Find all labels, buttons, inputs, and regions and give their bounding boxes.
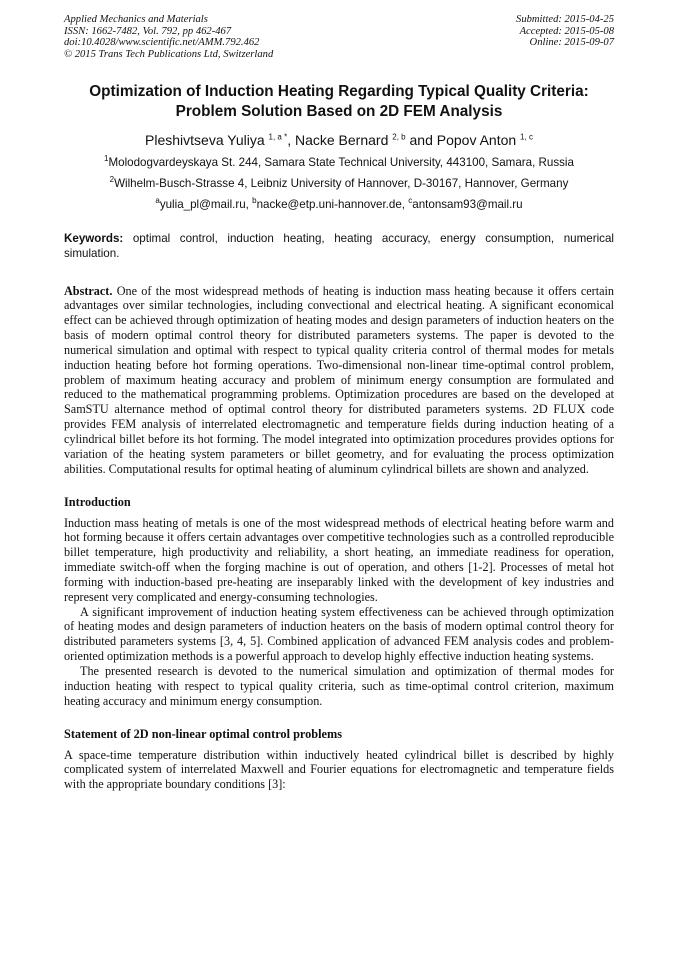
- introduction-paragraph-1: Induction mass heating of metals is one of the most widespread methods of electrical heating before warm and hot forming because it offers certain advantages over competitive technologies such as a controlled reproducible billet temperature, high productivity and reliability, a short heating, an immediate readiness for operation, immediate switch-off when the forging machine is out of operation, and others [1-2]. Processes of metal hot forming with induction-based pre-heating are inseparably linked with the development of key industries and represent very complicated and energy-consuming technologies.: [64, 515, 614, 604]
- author-separator: ,: [287, 132, 295, 149]
- abstract: [64, 284, 614, 477]
- author-affiliation-mark: 2, b: [392, 132, 406, 142]
- email-link[interactable]: nacke@etp.uni-hannover.de,: [256, 198, 409, 212]
- journal-doi: doi:10.4028/www.scientific.net/AMM.792.462: [64, 37, 260, 49]
- paper-title-line2: Problem Solution Based on 2D FEM Analysis: [175, 103, 503, 121]
- journal-issn: ISSN: 1662-7482, Vol. 792, pp 462-467: [64, 25, 232, 37]
- publication-dates: [516, 14, 614, 60]
- affiliation-mark: 1: [104, 154, 109, 164]
- author-separator: and: [405, 132, 437, 149]
- journal-copyright: © 2015 Trans Tech Publications Ltd, Switzerland: [64, 48, 274, 60]
- affiliation-mark: 2: [109, 175, 115, 185]
- date-accepted: Accepted: 2015-05-08: [519, 25, 614, 37]
- introduction-paragraph-3: The presented research is devoted to the numerical simulation and optimization of thermal modes for induction heating with respect to typical quality criteria, such as time-optimal control criterion, maximum heating accuracy and minimum energy consumption.: [64, 663, 614, 708]
- email-mark: c: [408, 196, 413, 206]
- author-list: [64, 131, 614, 149]
- author-emails: [64, 197, 614, 212]
- abstract-label: Abstract.: [64, 283, 113, 298]
- affiliation-2: [64, 176, 614, 191]
- keywords: [64, 232, 614, 261]
- email-link[interactable]: yulia_pl@mail.ru,: [159, 198, 253, 212]
- journal-info: [64, 14, 273, 60]
- paper-title-line1: Optimization of Induction Heating Regarding Typical Quality Criteria:: [89, 83, 589, 101]
- author-name: Popov Anton: [436, 132, 517, 149]
- section-heading-introduction: Introduction: [64, 494, 131, 509]
- statement-paragraph-1: A space-time temperature distribution within inductively heated cylindrical billet is described by highly complicated system of interrelated Maxwell and Fourier equations for electromagnetic and temperature fields with the appropriate boundary conditions [3]:: [64, 747, 614, 792]
- date-online: Online: 2015-09-07: [529, 37, 614, 49]
- section-heading-statement: Statement of 2D non-linear optimal control problems: [64, 726, 343, 741]
- introduction-paragraph-2: A significant improvement of induction heating system effectiveness can be achieved through optimization of heating modes and design parameters of induction heaters on the basis of modern optimal control theory for distributed parameters systems [3, 4, 5]. Combined application of advanced FEM analysis codes and problem-oriented optimization methods is a powerful approach to develop highly effective induction heating systems.: [64, 604, 614, 664]
- author-affiliation-mark: 1, c: [520, 132, 533, 142]
- email-mark: a: [155, 196, 160, 206]
- email-link[interactable]: antonsam93@mail.ru: [412, 198, 523, 212]
- author-name: Nacke Bernard: [294, 132, 389, 149]
- journal-name: Applied Mechanics and Materials: [64, 14, 208, 25]
- date-submitted: Submitted: 2015-04-25: [516, 14, 614, 25]
- email-mark: b: [252, 196, 257, 206]
- author-name: Pleshivtseva Yuliya: [145, 132, 265, 149]
- author-affiliation-mark: 1, a *: [268, 132, 288, 142]
- keywords-label: Keywords:: [64, 232, 124, 246]
- abstract-text: One of the most widespread methods of heating is induction mass heating because it offers certain advantages over similar technologies, including convectional and electrical heating. A significant economical effect can be achieved through optimization of heating modes and design parameters of induction heaters on the basis of modern optimal control theory for distributed parameters systems. The paper is devoted to the numerical simulation and optimal with respect to typical quality criteria control of thermal modes for metals induction heating before hot forming operations. Two-dimensional non-linear time-optimal control problem, problem of maximum heating accuracy and problem of minimum energy consumption are formulated and reduced to the mathematical programming problems. Optimization procedures are based on the developed at SamSTU alternance method of optimal control theory for distributed parameters systems. 2D FLUX code provides FEM analysis of interrelated electromagnetic and temperature fields during induction heating of a cylindrical billet before its hot forming. The model integrated into optimization procedures provides options for variation of the heating system parameters or billet geometry, and for evaluating the process optimization abilities. Computational results for optimal heating of aluminum cylindrical billets are shown and analyzed.: [64, 283, 614, 476]
- journal-header: [64, 14, 614, 60]
- affiliation-1: [64, 155, 614, 170]
- paper-title: [64, 82, 614, 122]
- keywords-text: optimal control, induction heating, heating accuracy, energy consumption, numerical simulation.: [64, 232, 614, 260]
- affiliation-text: Wilhelm-Busch-Strasse 4, Leibniz University of Hannover, D-30167, Hannover, Germany: [114, 177, 569, 191]
- affiliation-text: Molodogvardeyskaya St. 244, Samara State Technical University, 443100, Samara, Russia: [108, 156, 574, 170]
